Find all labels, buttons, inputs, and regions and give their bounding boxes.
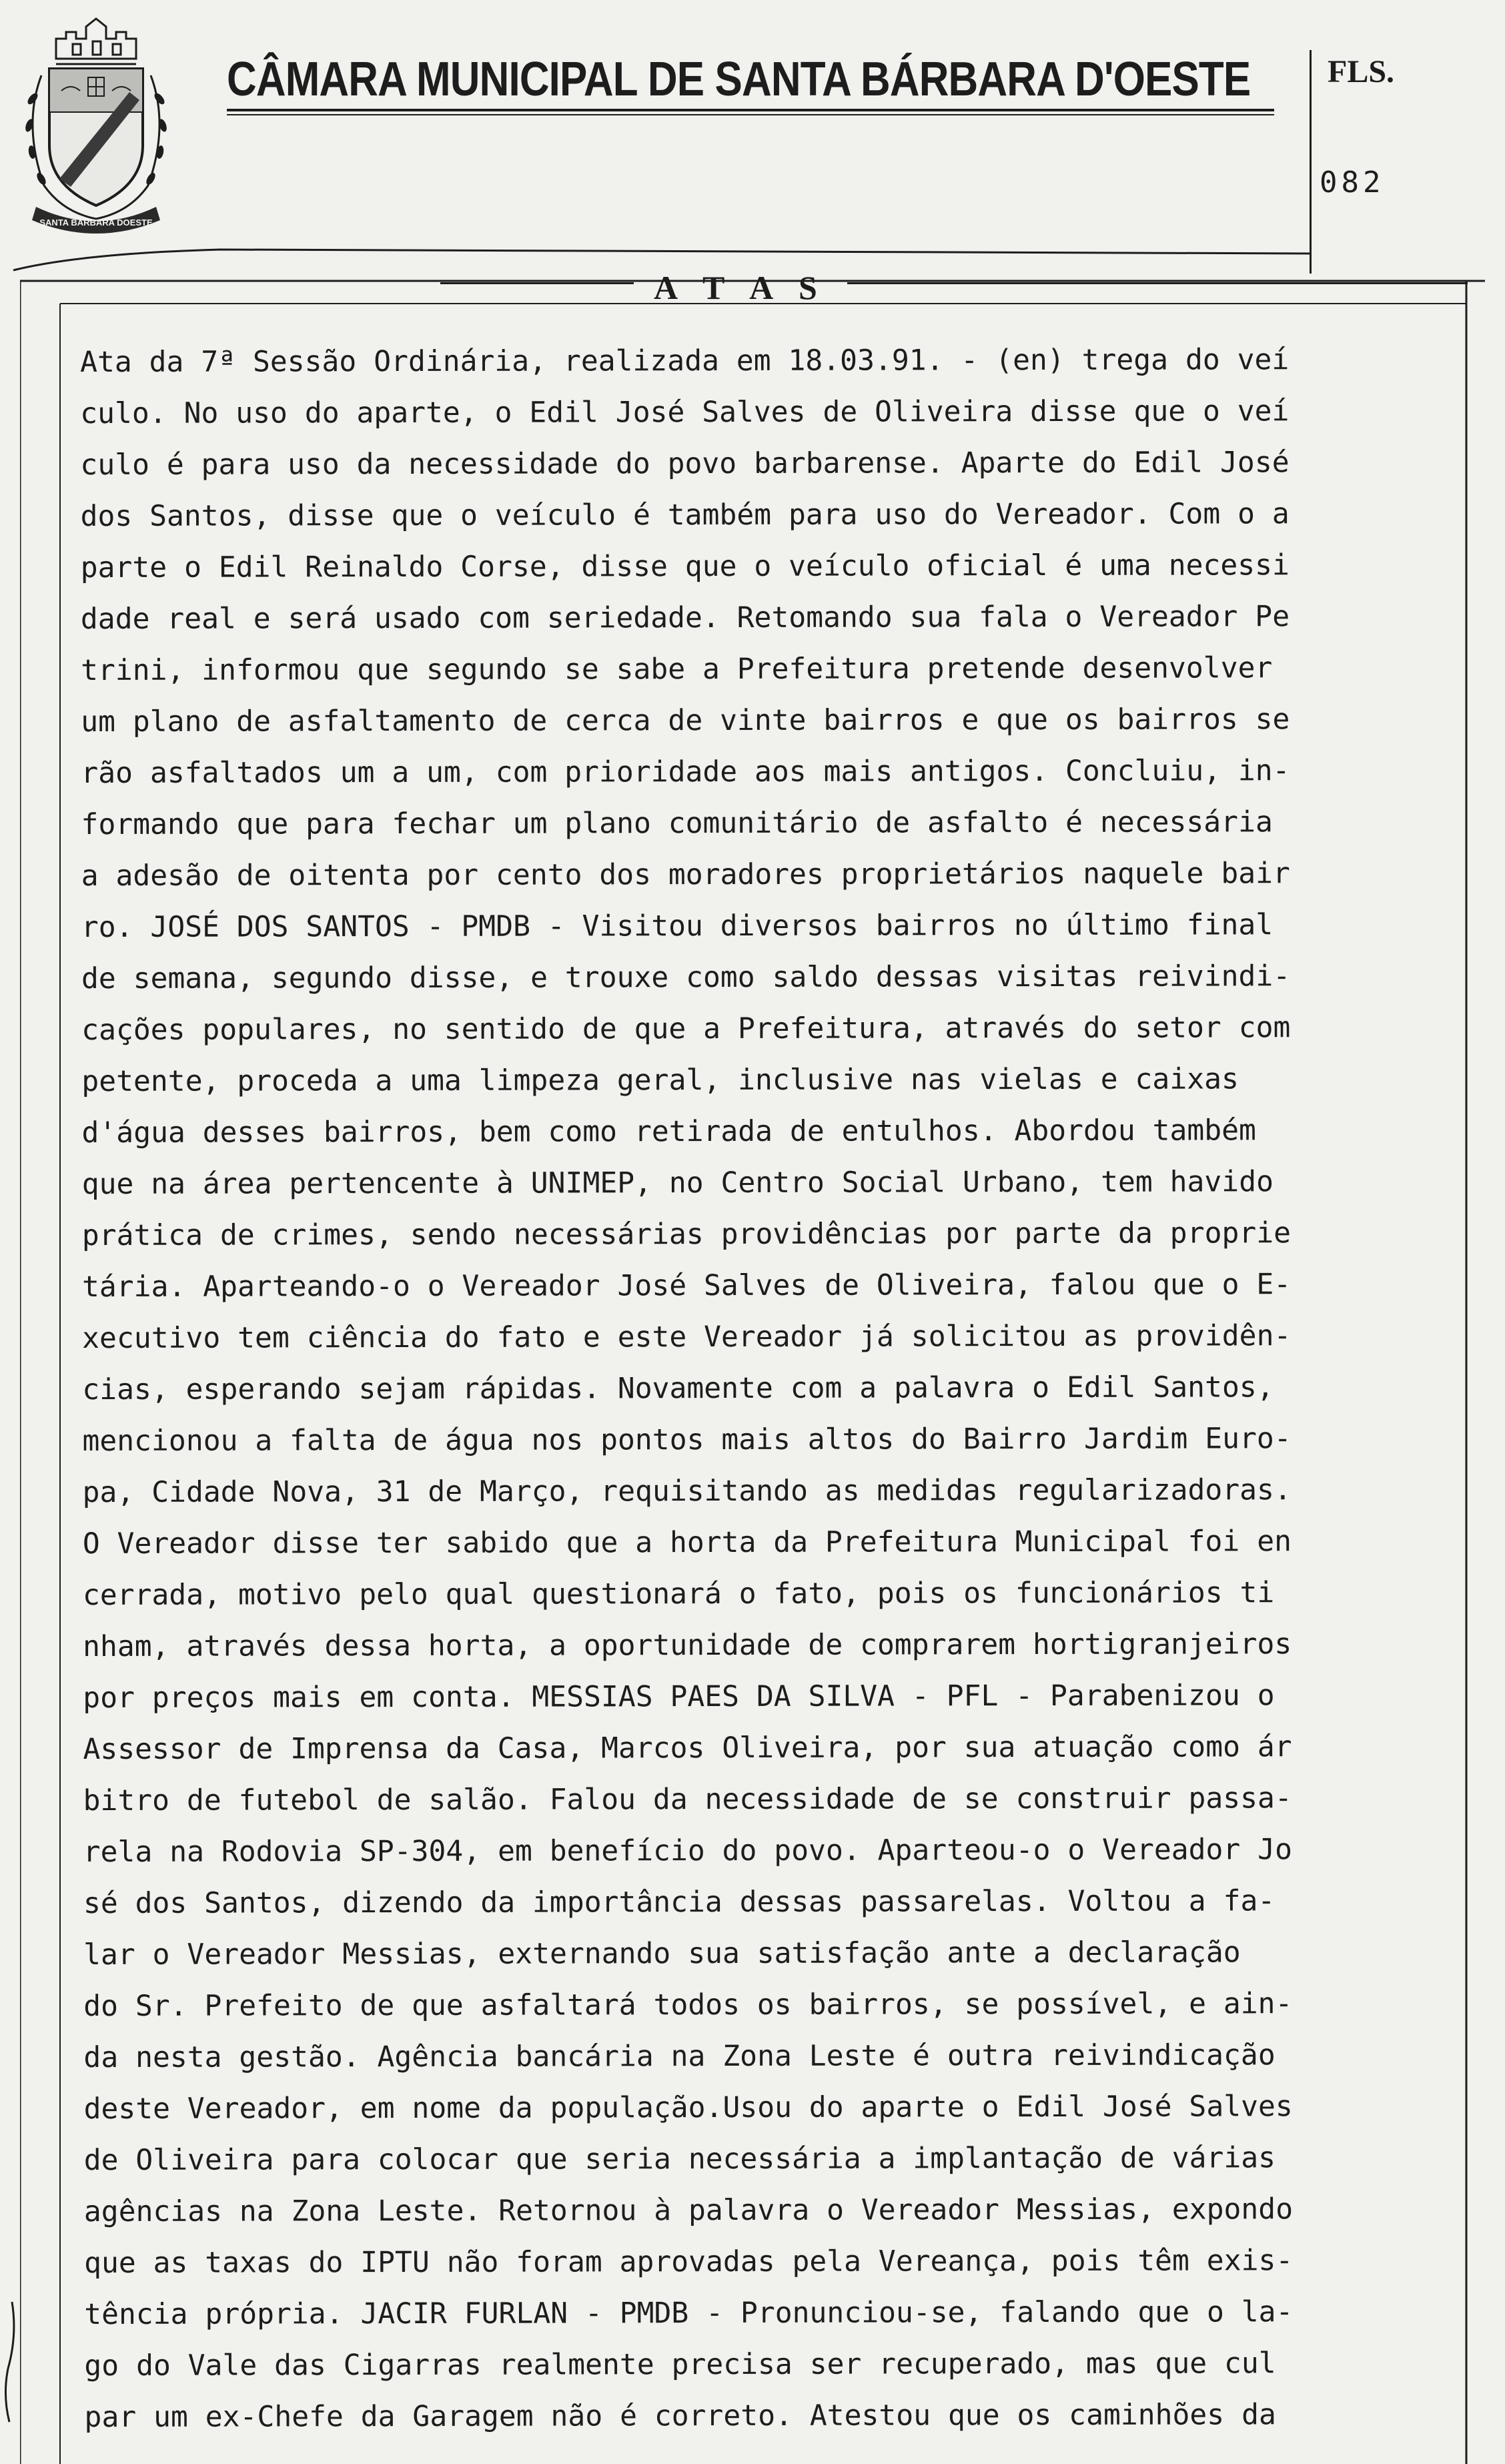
minutes-line: da nesta gestão. Agência bancária na Zona Leste é outra reivindicação (83, 2038, 1276, 2074)
chamber-name: CÂMARA MUNICIPAL DE SANTA BÁRBARA D'OESTE (227, 53, 1251, 106)
sheet-label: FLS. (1328, 54, 1395, 89)
municipal-crest-icon (9, 12, 184, 239)
minutes-line: go do Vale das Cigarras realmente precisa ser recuperado, mas que cul (84, 2347, 1276, 2383)
crest-ribbon-text: SANTA BARBARA DOESTE (39, 218, 153, 228)
minutes-line: que na área pertencente à UNIMEP, no Centro Social Urbano, tem havido (81, 1165, 1274, 1201)
minutes-line: de semana, segundo disse, e trouxe como saldo dessas visitas reivindi- (81, 959, 1291, 995)
minutes-line: cações populares, no sentido de que a Prefeitura, através do setor com (81, 1011, 1291, 1047)
minutes-line: d'água desses bairros, bem como retirada de entulhos. Abordou também (81, 1114, 1256, 1150)
section-title: A T A S (654, 269, 827, 306)
minutes-line: rão asfaltados um a um, com prioridade aos mais antigos. Concluiu, in- (81, 754, 1290, 790)
minutes-line: ro. JOSÉ DOS SANTOS - PMDB - Visitou diversos bairros no último final (81, 908, 1274, 944)
minutes-line: culo é para uso da necessidade do povo barbarense. Aparte do Edil José (80, 446, 1290, 482)
minutes-line: pa, Cidade Nova, 31 de Março, requisitando as medidas regularizadoras. (82, 1473, 1292, 1509)
minutes-line: de Oliveira para colocar que seria necessária a implantação de várias (83, 2141, 1276, 2177)
minutes-line: O Vereador disse ter sabido que a horta da Prefeitura Municipal foi en (82, 1525, 1292, 1561)
minutes-line: dade real e será usado com seriedade. Retomando sua fala o Vereador Pe (80, 600, 1290, 636)
minutes-line: Ata da 7ª Sessão Ordinária, realizada em 18.03.91. - (en) trega do veí (80, 343, 1290, 379)
margin-pen-mark (0, 2295, 27, 2429)
minutes-line: lar o Vereador Messias, externando sua satisfação ante a declaração (83, 1936, 1241, 1972)
minutes-line: cerrada, motivo pelo qual questionará o fato, pois os funcionários ti (82, 1576, 1275, 1612)
minutes-line: por preços mais em conta. MESSIAS PAES DA SILVA - PFL - Parabenizou o (83, 1679, 1275, 1715)
minutes-line: prática de crimes, sendo necessárias providências por parte da proprie (81, 1216, 1292, 1252)
minutes-line: trini, informou que segundo se sabe a Prefeitura pretende desenvolver (80, 651, 1273, 687)
minutes-line: um plano de asfaltamento de cerca de vinte bairros e que os bairros se (81, 703, 1290, 739)
minutes-line: petente, proceda a uma limpeza geral, inclusive nas vielas e caixas (81, 1062, 1239, 1098)
minutes-line: dos Santos, disse que o veículo é também para uso do Vereador. Com o a (80, 497, 1290, 533)
minutes-line: xecutivo tem ciência do fato e este Vereador já solicitou as providên- (82, 1319, 1292, 1355)
minutes-line: tária. Aparteando-o o Vereador José Salves de Oliveira, falou que o E- (81, 1268, 1292, 1304)
minutes-line: do Sr. Prefeito de que asfaltará todos os bairros, se possível, e ain- (83, 1987, 1293, 2023)
minutes-line: nham, através dessa horta, a oportunidade de comprarem hortigranjeiros (83, 1627, 1292, 1663)
minutes-line: que as taxas do IPTU não foram aprovadas pela Vereança, pois têm exis- (83, 2244, 1294, 2280)
minutes-line: cias, esperando sejam rápidas. Novamente com a palavra o Edil Santos, (82, 1370, 1274, 1406)
title-underline-thin (227, 114, 1274, 115)
sheet-number: 082 (1320, 165, 1385, 199)
title-underline (227, 109, 1274, 111)
minutes-line: rela na Rodovia SP-304, em benefício do povo. Aparteou-o o Vereador Jo (83, 1833, 1292, 1869)
minutes-line: par um ex-Chefe da Garagem não é correto. Atestou que os caminhões da (84, 2398, 1276, 2434)
minutes-line: tência própria. JACIR FURLAN - PMDB - Pronunciou-se, falando que o la- (84, 2295, 1294, 2331)
minutes-line: Assessor de Imprensa da Casa, Marcos Oliveira, por sua atuação como ár (83, 1730, 1292, 1766)
minutes-line: deste Vereador, em nome da população.Usou do aparte o Edil José Salves (83, 2090, 1293, 2126)
minutes-text-body (80, 334, 1452, 2443)
minutes-line: culo. No uso do aparte, o Edil José Salves de Oliveira disse que o veí (80, 394, 1290, 430)
minutes-line: sé dos Santos, dizendo da importância dessas passarelas. Voltou a fa- (83, 1884, 1276, 1920)
minutes-line: mencionou a falta de água nos pontos mais altos do Bairro Jardim Euro- (82, 1422, 1292, 1458)
minutes-line: a adesão de oitenta por cento dos moradores proprietários naquele bair (81, 857, 1290, 893)
minutes-line: formando que para fechar um plano comunitário de asfalto é necessária (81, 805, 1273, 841)
minutes-line: parte o Edil Reinaldo Corse, disse que o veículo oficial é uma necessi (80, 548, 1290, 584)
minutes-line: agências na Zona Leste. Retornou à palavra o Vereador Messias, expondo (83, 2192, 1294, 2228)
minutes-line: bitro de futebol de salão. Falou da necessidade de se construir passa- (83, 1781, 1292, 1817)
